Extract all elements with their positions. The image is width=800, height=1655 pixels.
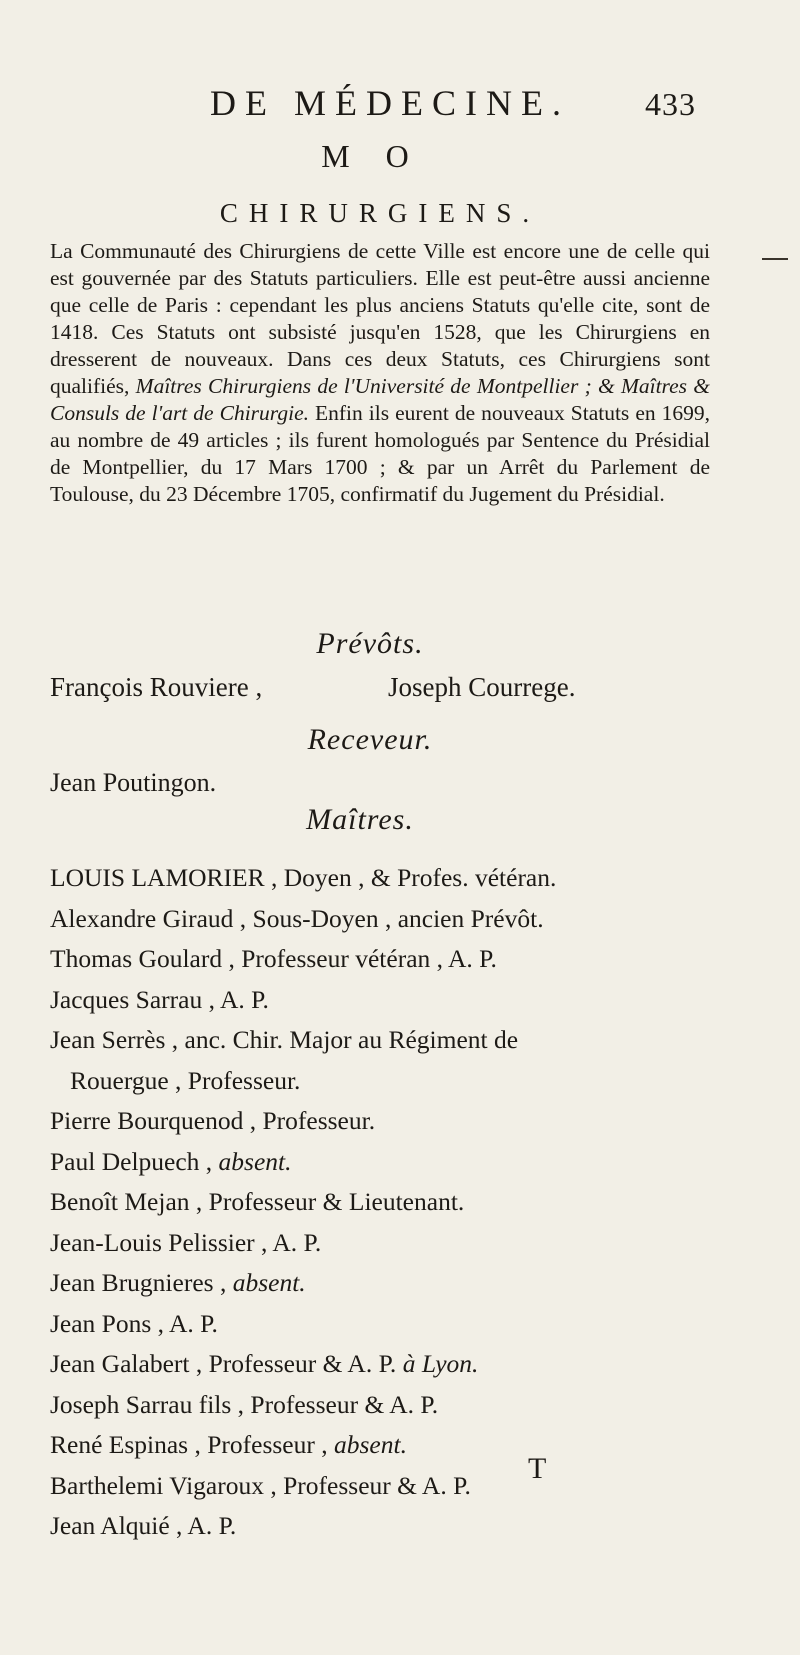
maitre-entry bbox=[50, 858, 750, 899]
intro-text-1: La Communauté des Chirurgiens de cette Ville est encore une de celle qui est gouvernée par des Statuts particuliers. Elle est peut-être aussi ancienne que celle de Paris : cependant les plus anciens Statuts qu'elle cite, sont de 1418. Ces Statuts ont subsisté jusqu'en 1528, que les Chirurgiens en dresserent de nouveaux. Dans ces deux Statuts, ces Chirurgiens sont qualifiés, bbox=[50, 239, 710, 398]
maitre-entry bbox=[50, 1020, 750, 1061]
maitre-entry-text: Thomas Goulard , Professeur vétéran , A. P. bbox=[50, 944, 497, 973]
maitre-entry bbox=[50, 1263, 750, 1304]
maitres-heading: Maîtres. bbox=[306, 803, 414, 836]
maitre-entry-text: Pierre Bourquenod , Professeur. bbox=[50, 1106, 376, 1135]
maitre-entry-text: Jean-Louis Pelissier , A. P. bbox=[50, 1227, 322, 1257]
maitre-entry-note: à Lyon. bbox=[402, 1349, 479, 1378]
maitre-entry bbox=[50, 1182, 750, 1223]
receveur-name: Jean Poutingon. bbox=[50, 768, 217, 797]
maitre-entry-text: Jean Galabert , Professeur & A. P. bbox=[50, 1349, 403, 1378]
maitre-entry-note: absent. bbox=[218, 1146, 292, 1176]
maitre-entry-text: Barthelemi Vigaroux , Professeur & A. P. bbox=[50, 1470, 471, 1500]
catchword: T bbox=[528, 1452, 547, 1485]
prevot-name: François Rouviere , bbox=[50, 672, 263, 702]
maitre-entry bbox=[50, 1344, 750, 1385]
maitre-entry-text: LOUIS LAMORIER , Doyen , & Profes. vétéran. bbox=[50, 863, 557, 892]
page-number: 433 bbox=[645, 86, 696, 122]
maitre-entry-text: Paul Delpuech , bbox=[50, 1146, 219, 1176]
maitre-entry bbox=[50, 1101, 750, 1142]
maitre-entry bbox=[50, 899, 750, 940]
maitre-entry bbox=[50, 1466, 750, 1507]
maitre-entry-text: Jean Brugnieres , bbox=[50, 1268, 233, 1297]
margin-dash bbox=[762, 258, 788, 260]
maitre-entry bbox=[50, 980, 750, 1021]
maitre-entry-note: absent. bbox=[334, 1430, 407, 1459]
intro-italic-title: Maîtres Chirurgiens de l'Université de Montpellier ; & Maîtres & Consuls de l'art de Chirurgie. bbox=[50, 374, 710, 425]
maitre-entry bbox=[50, 1425, 750, 1466]
maitre-entry bbox=[50, 1061, 750, 1102]
prevots-heading: Prévôts. bbox=[316, 627, 424, 660]
maitre-entry bbox=[50, 939, 750, 980]
maitre-entry-note: absent. bbox=[232, 1268, 306, 1297]
maitre-entry bbox=[50, 1304, 750, 1345]
maitre-entry-text: Alexandre Giraud , Sous-Doyen , ancien Prévôt. bbox=[50, 903, 544, 933]
intro-paragraph bbox=[50, 238, 710, 508]
prevot-name: Joseph Courrege. bbox=[388, 672, 576, 702]
section-letters: M O bbox=[321, 138, 423, 174]
maitre-entry-text: Jean Alquié , A. P. bbox=[50, 1511, 237, 1540]
maitres-list bbox=[50, 858, 750, 1547]
maitre-entry bbox=[50, 1385, 750, 1426]
maitre-entry-text: Jean Pons , A. P. bbox=[50, 1308, 218, 1338]
section-title: CHIRURGIENS. bbox=[219, 198, 541, 228]
running-title: DE MÉDECINE. bbox=[210, 83, 570, 123]
intro-text-2: Enfin ils eurent de nouveaux Statuts en 1699, au nombre de 49 articles ; ils furent homologués par Sentence du Présidial de Montpellier, du 17 Mars 1700 ; & par un Arrêt du Parlement de Toulouse, du 23 Décembre 1705, confirmatif du Jugement du Présidial. bbox=[50, 401, 710, 506]
maitre-entry bbox=[50, 1506, 750, 1547]
maitre-entry bbox=[50, 1142, 750, 1183]
maitre-entry bbox=[50, 1223, 750, 1264]
maitre-entry-text: Rouergue , Professeur. bbox=[70, 1065, 301, 1095]
maitre-entry-text: René Espinas , Professeur , bbox=[50, 1430, 334, 1459]
maitre-entry-text: Joseph Sarrau fils , Professeur & A. P. bbox=[50, 1389, 439, 1419]
maitre-entry-text: Benoît Mejan , Professeur & Lieutenant. bbox=[50, 1187, 465, 1216]
maitre-entry-text: Jacques Sarrau , A. P. bbox=[50, 984, 269, 1014]
receveur-heading: Receveur. bbox=[307, 723, 433, 756]
page-header bbox=[0, 82, 800, 132]
maitre-entry-text: Jean Serrès , anc. Chir. Major au Régiment de bbox=[50, 1025, 519, 1054]
